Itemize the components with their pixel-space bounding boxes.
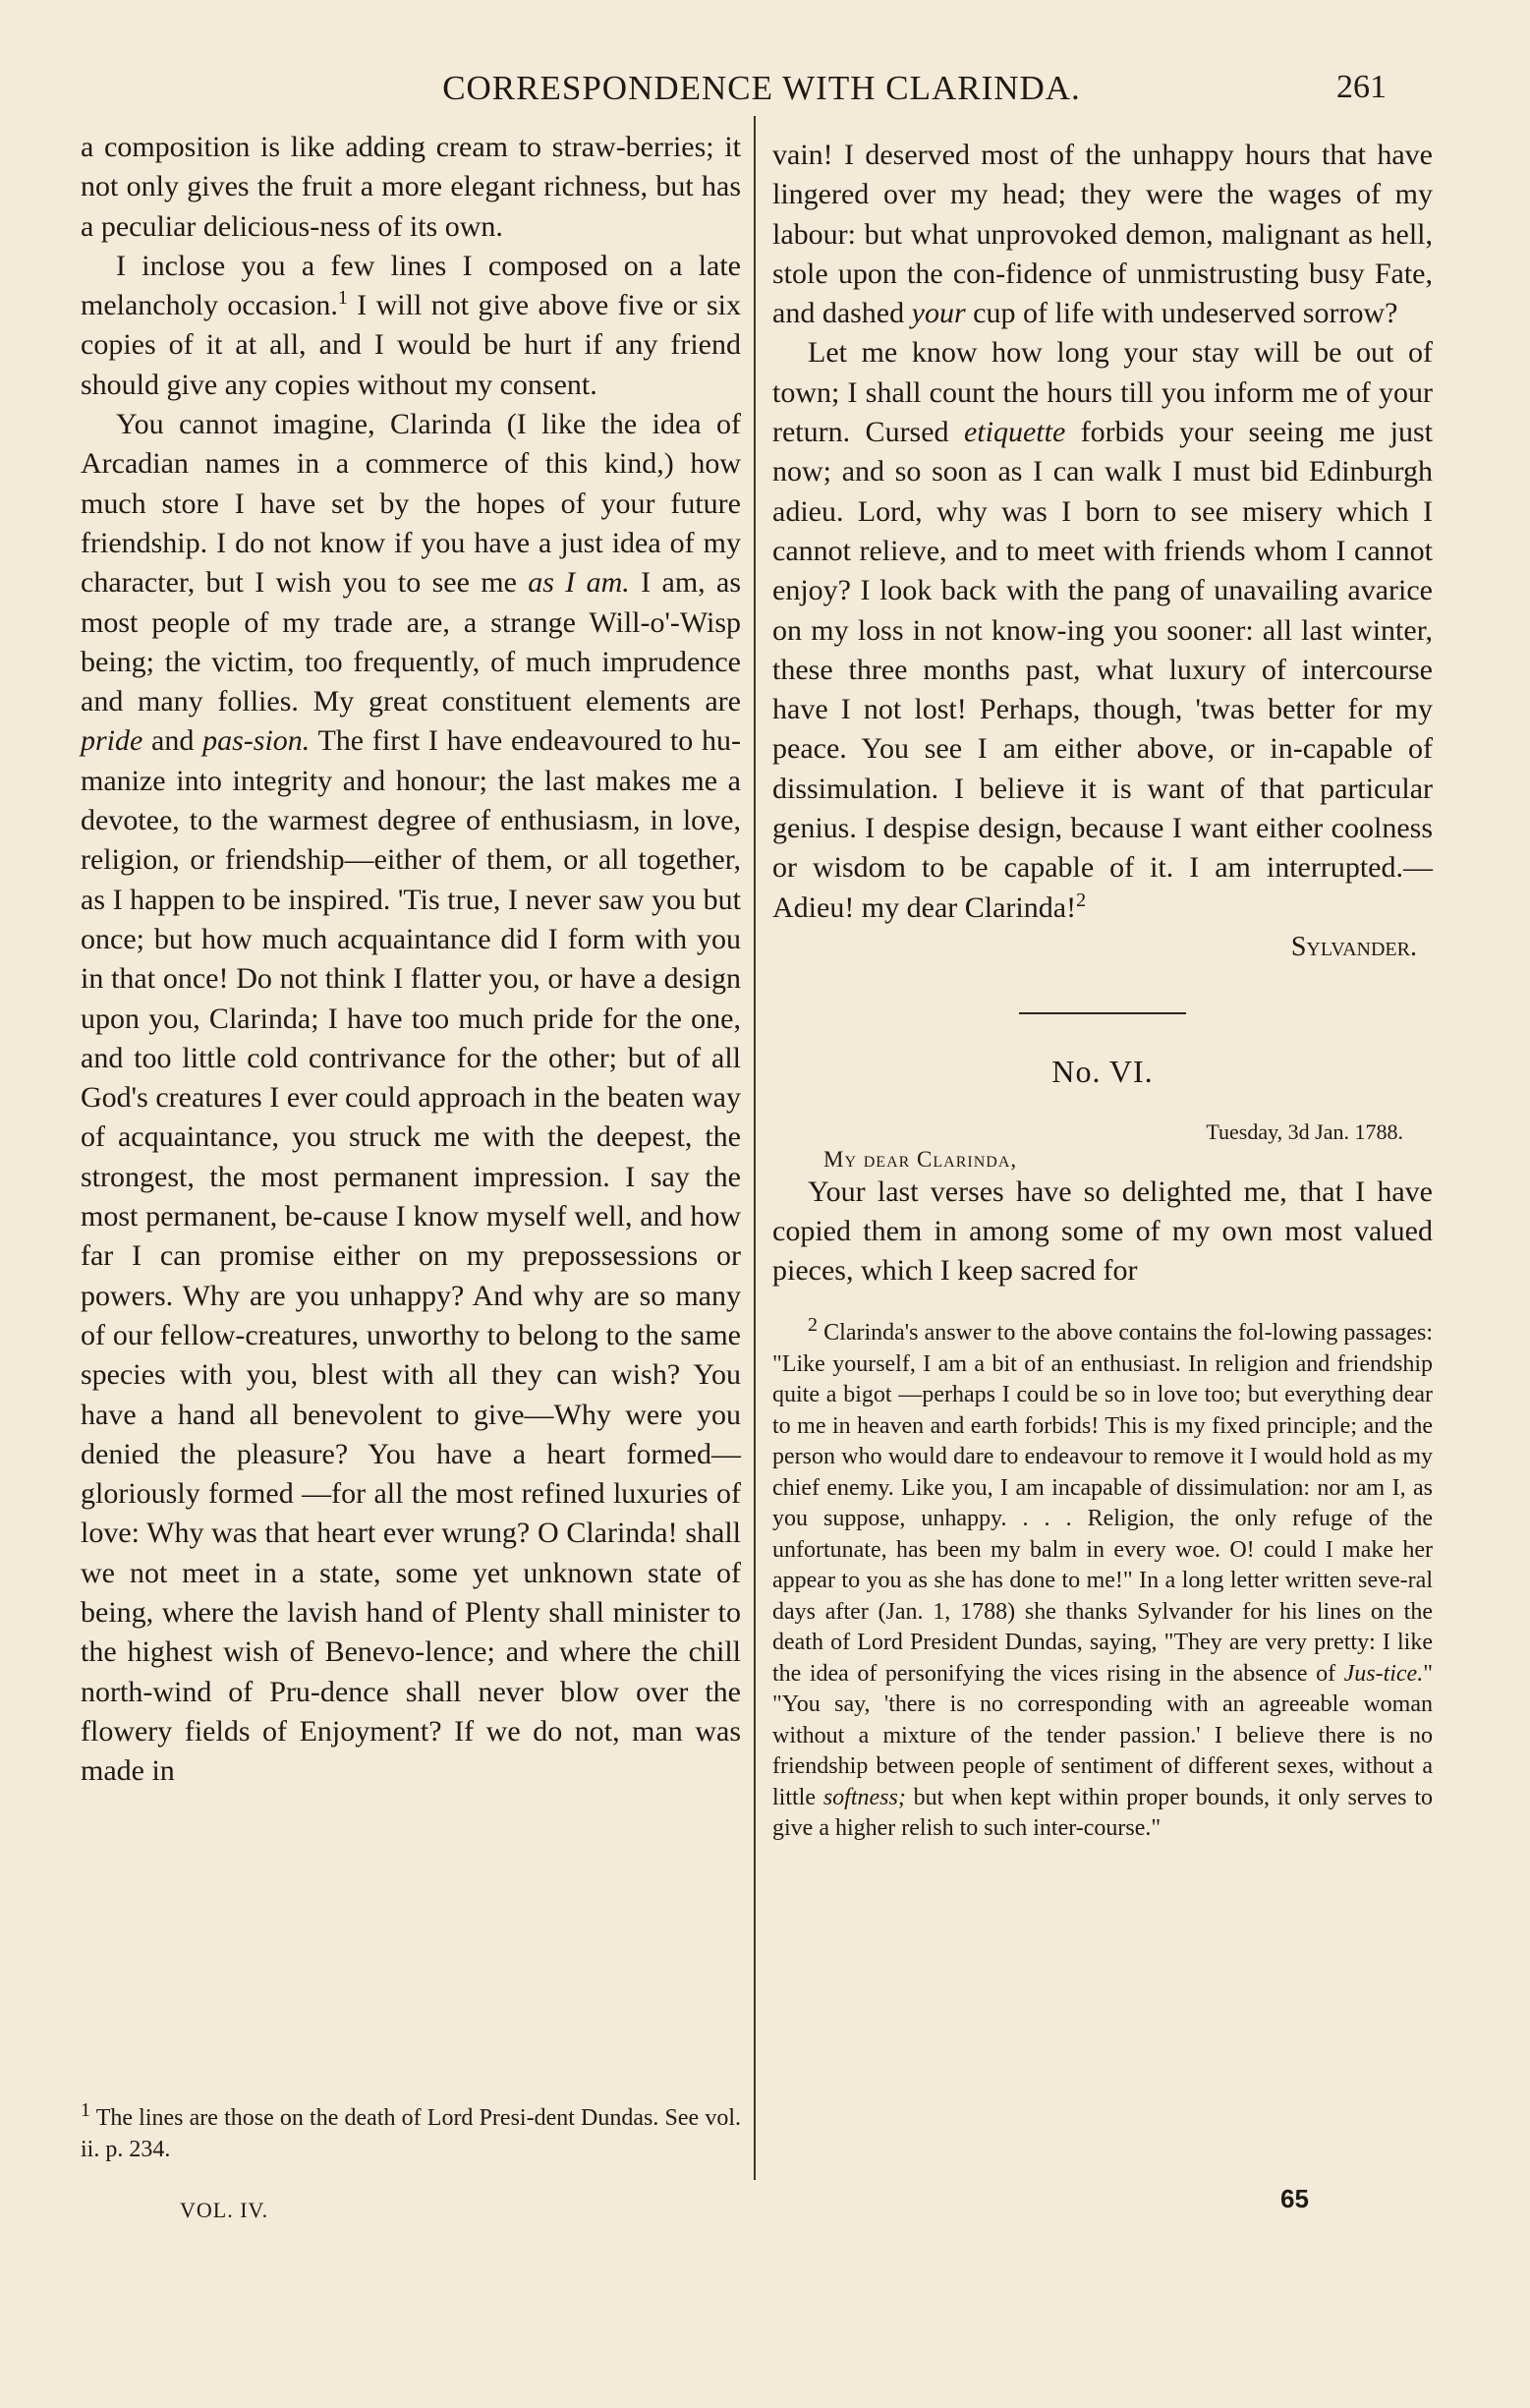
paragraph: I inclose you a few lines I composed on a late melancholy occasion.$^1$ I will not give above five or six copies of it at all, and I would be hurt if any friend should give any copies without my consent.: [81, 249, 741, 401]
letter-number: No. VI.: [1051, 1054, 1154, 1090]
volume-mark: VOL. IV.: [180, 2198, 269, 2222]
signature: Sylvander.: [1290, 931, 1417, 962]
footnote-ref: 2: [1076, 889, 1087, 911]
paragraph: Your last verses have so delighted me, that I have copied them in among some of my own most valued pieces, which I keep sacred for: [772, 1175, 1433, 1288]
footnote-1: $^1$ The lines are those on the death of Lord Presi-dent Dundas. See vol. ii. p. 234.: [81, 2099, 741, 2162]
paragraph: You cannot imagine, Clarinda (I like the idea of Arcadian names in a commerce of this kind,) how much store I have set by the hopes of your future friendship. I do not know if you have a just idea of my character, but I wish you to see me as I am. I am, as most people of my trade are, a strange Will-o'-Wisp being; the victim, too frequently, of much imprudence and many follies. My great constituent elements are pride and pas-sion. The first I have endeavoured to hu-manize into integrity and honour; the last makes me a devotee, to the warmest degree of enthusiasm, in love, religion, or friendship—either of them, or all together, as I happen to be inspired. 'Tis true, I never saw you but once; but how much acquaintance did I form with you in that once! Do not think I flatter you, or have a design upon you, Clarinda; I have too much pride for the one, and too little cold contrivance for the other; but of all God's creatures I ever could approach in the beaten way of acquaintance, you struck me with the deepest, the strongest, the most permanent impression. I say the most permanent, be-cause I know myself well, and how far I can promise either on my prepossessions or powers. Why are you unhappy? And why are so many of our fellow-creatures, unworthy to belong to the same species with you, blest with all they can wish? You have a hand all benevolent to give—Why were you denied the pleasure? You have a heart formed—gloriously formed —for all the most refined luxuries of love: Why was that heart ever wrung? O Clarinda! shall we not meet in a state, some yet unknown state of being, where the lavish hand of Plenty shall minister to the highest wish of Benevo-lence; and where the chill north-wind of Pru-dence shall never blow over the flowery fields of Enjoyment? If we do not, man was made in: [81, 408, 741, 1788]
page-number: 261: [1336, 69, 1387, 105]
left-column: [81, 128, 741, 1791]
section-divider: [1019, 1012, 1186, 1014]
footnote-2: $^2$ Clarinda's answer to the above contains the fol-lowing passages: "Like yourself, I am a bit of an enthusiast. In religion and friendship quite a bigot —perhaps I could be so in love too; but everything dear to me in heaven and earth forbids! This is my fixed principle; and the person who would dare to endeavour to remove it I would hold as my chief enemy. Like you, I am incapable of dissimulation: nor am I, as you suppose, unhappy. . . . Religion, the only refuge of the unfortunate, has been my balm in every woe. O! could I make her appear to you as she has done to me!" In a long letter written seve-ral days after (Jan. 1, 1788) she thanks Sylvander for his lines on the death of Lord President Dundas, saying, "They are very pretty: I like the idea of personifying the vices rising in the absence of Jus-tice." "You say, 'there is no corresponding with an agreeable woman without a mixture of the tender passion.' I believe there is no friendship between people of sentiment of different sexes, without a little softness; but when kept within proper bounds, it only serves to give a higher relish to such inter-course.": [772, 1314, 1434, 1842]
running-title: CORRESPONDENCE WITH CLARINDA.: [442, 69, 1081, 107]
paragraph: vain! I deserved most of the unhappy hours that have lingered over my head; they were the wages of my labour: but what unprovoked demon, malignant as hell, stole upon the con-fidence of unmistrusting busy Fate, and dashed your cup of life with undeserved sorrow?: [772, 139, 1433, 330]
footnote-ref: 1: [337, 287, 348, 310]
column-rule: [754, 116, 756, 2180]
right-column: [772, 136, 1433, 1845]
salutation: My dear Clarinda,: [823, 1146, 1018, 1172]
paragraph: a composition is like adding cream to straw-berries; it not only gives the fruit a more elegant richness, but has a peculiar delicious-ness of its own.: [81, 131, 741, 243]
sheet-signature: 65: [1280, 2184, 1309, 2213]
dateline: Tuesday, 3d Jan. 1788.: [1206, 1118, 1403, 1144]
paragraph: Let me know how long your stay will be out of town; I shall count the hours till you inform me of your return. Cursed etiquette forbids your seeing me just now; and so soon as I can walk I must bid Edinburgh adieu. Lord, why was I born to see misery which I cannot relieve, and to meet with friends whom I cannot enjoy? I look back with the pang of unavailing avarice on my loss in not know-ing you sooner: all last winter, these three months past, what luxury of intercourse have I not lost! Perhaps, though, 'twas better for my peace. You see I am either above, or in-capable of dissimulation. I believe it is want of that particular genius. I despise design, because I want either coolness or wisdom to be capable of it. I am interrupted.—Adieu! my dear Clarinda!$^2$: [772, 336, 1433, 924]
